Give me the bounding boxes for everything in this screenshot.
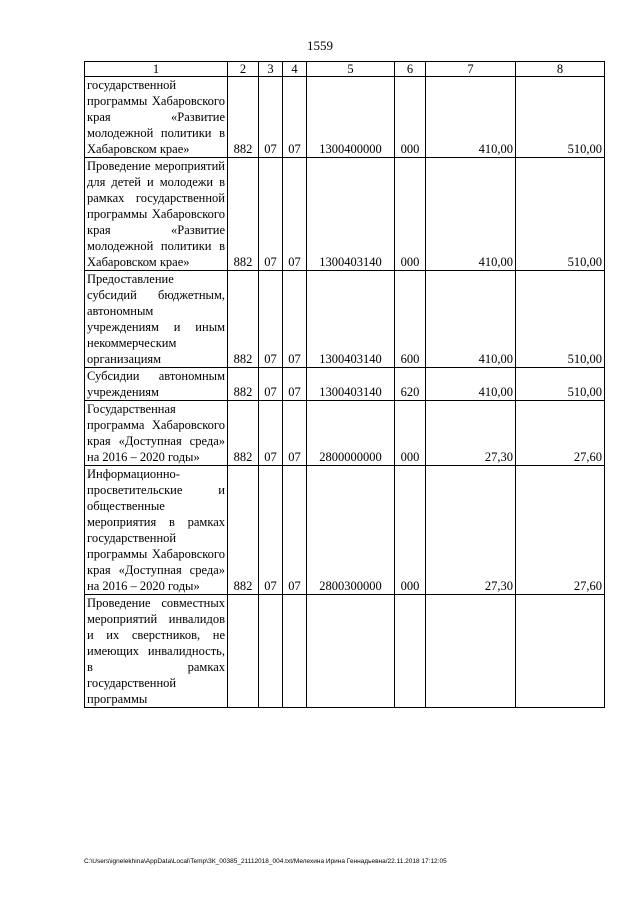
table-row bbox=[85, 401, 605, 466]
cell-amount-1: 410,00 bbox=[426, 158, 516, 271]
header-cell: 1 bbox=[85, 62, 228, 77]
header-cell: 5 bbox=[307, 62, 395, 77]
cell-target-article: 1300403140 bbox=[307, 271, 395, 368]
cell-subsection: 07 bbox=[283, 77, 307, 158]
cell-subsection: 07 bbox=[283, 158, 307, 271]
row-name: Проведение совместных мероприятий инвалидов и их сверстников, не имеющих инвалидность, в рамках государственной программы bbox=[85, 595, 228, 708]
cell-expense-type: 600 bbox=[395, 271, 426, 368]
page-number: 1559 bbox=[307, 38, 333, 53]
cell-section bbox=[259, 595, 283, 708]
cell-section: 07 bbox=[259, 368, 283, 401]
cell-amount-2: 510,00 bbox=[516, 77, 605, 158]
cell-amount-1: 410,00 bbox=[426, 77, 516, 158]
cell-subsection: 07 bbox=[283, 466, 307, 595]
cell-expense-type: 620 bbox=[395, 368, 426, 401]
header-cell: 4 bbox=[283, 62, 307, 77]
cell-subsection bbox=[283, 595, 307, 708]
header-cell: 3 bbox=[259, 62, 283, 77]
header-cell: 7 bbox=[426, 62, 516, 77]
cell-amount-1: 410,00 bbox=[426, 368, 516, 401]
row-name: Субсидии автономным учреждениям bbox=[85, 368, 228, 401]
cell-amount-2: 27,60 bbox=[516, 401, 605, 466]
cell-amount-2: 510,00 bbox=[516, 158, 605, 271]
cell-target-article bbox=[307, 595, 395, 708]
cell-amount-1: 27,30 bbox=[426, 466, 516, 595]
row-name: Предоставление субсидий бюджетным, автономным учреждениям и иным некоммерческим организациям bbox=[85, 271, 228, 368]
cell-ministry: 882 bbox=[228, 466, 259, 595]
header-cell: 2 bbox=[228, 62, 259, 77]
table-row bbox=[85, 271, 605, 368]
table-row bbox=[85, 77, 605, 158]
row-name: государственной программы Хабаровского края «Развитие молодежной политики в Хабаровском крае» bbox=[85, 77, 228, 158]
cell-expense-type: 000 bbox=[395, 158, 426, 271]
file-path-footer: C:\Users\ignelekhina\AppData\Local\Temp\ЗК_00385_21112018_004.txt/Мелехина Ирина Геннадьевна/22.11.2018 17:12:05 bbox=[84, 858, 447, 865]
cell-section: 07 bbox=[259, 77, 283, 158]
cell-amount-2: 510,00 bbox=[516, 368, 605, 401]
cell-amount-2: 510,00 bbox=[516, 271, 605, 368]
cell-expense-type: 000 bbox=[395, 77, 426, 158]
cell-section: 07 bbox=[259, 401, 283, 466]
cell-amount-2: 27,60 bbox=[516, 466, 605, 595]
table-row bbox=[85, 466, 605, 595]
header-cell: 6 bbox=[395, 62, 426, 77]
cell-section: 07 bbox=[259, 158, 283, 271]
cell-subsection: 07 bbox=[283, 368, 307, 401]
cell-expense-type: 000 bbox=[395, 401, 426, 466]
cell-ministry: 882 bbox=[228, 368, 259, 401]
cell-ministry: 882 bbox=[228, 271, 259, 368]
cell-ministry: 882 bbox=[228, 401, 259, 466]
cell-section: 07 bbox=[259, 271, 283, 368]
cell-target-article: 2800000000 bbox=[307, 401, 395, 466]
row-name: Информационно-просветительские и общественные мероприятия в рамках государственной программы Хабаровского края «Доступная среда» на 2016 – 2020 годы» bbox=[85, 466, 228, 595]
cell-amount-2 bbox=[516, 595, 605, 708]
header-cell: 8 bbox=[516, 62, 605, 77]
row-name: Государственная программа Хабаровского края «Доступная среда» на 2016 – 2020 годы» bbox=[85, 401, 228, 466]
cell-target-article: 1300403140 bbox=[307, 368, 395, 401]
cell-ministry bbox=[228, 595, 259, 708]
cell-ministry: 882 bbox=[228, 77, 259, 158]
table-row bbox=[85, 595, 605, 708]
cell-subsection: 07 bbox=[283, 271, 307, 368]
cell-amount-1: 27,30 bbox=[426, 401, 516, 466]
cell-target-article: 1300400000 bbox=[307, 77, 395, 158]
table-header-row bbox=[85, 62, 605, 77]
table-row bbox=[85, 368, 605, 401]
cell-target-article: 1300403140 bbox=[307, 158, 395, 271]
cell-subsection: 07 bbox=[283, 401, 307, 466]
cell-section: 07 bbox=[259, 466, 283, 595]
cell-ministry: 882 bbox=[228, 158, 259, 271]
cell-target-article: 2800300000 bbox=[307, 466, 395, 595]
table-row bbox=[85, 158, 605, 271]
cell-expense-type: 000 bbox=[395, 466, 426, 595]
row-name: Проведение мероприятий для детей и молодежи в рамках государственной программы Хабаровского края «Развитие молодежной политики в Хабаровском крае» bbox=[85, 158, 228, 271]
cell-amount-1: 410,00 bbox=[426, 271, 516, 368]
cell-expense-type bbox=[395, 595, 426, 708]
budget-table bbox=[84, 61, 605, 708]
cell-amount-1 bbox=[426, 595, 516, 708]
